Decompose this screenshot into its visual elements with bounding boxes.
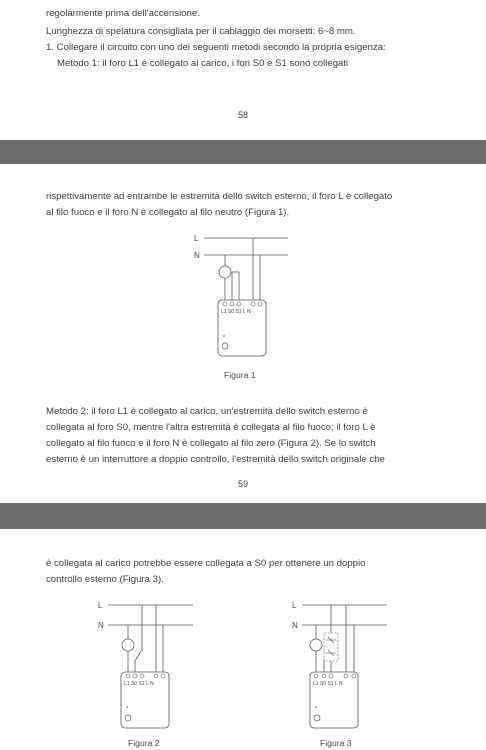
body-line: Metodo 1: il foro L1 è collegato al carico, i fori S0 e S1 sono collegati xyxy=(57,58,349,69)
body-line: collegata al foro S0, mentre l'altra estremità è collegata al filo fuoco; il foro L è xyxy=(46,422,376,433)
body-line: esterno è un interruttore a doppio controllo, l'estremità dello switch originale che xyxy=(46,454,385,465)
body-line: è collegata al carico potrebbe essere collegata a S0 per ottenere un doppio xyxy=(46,558,366,569)
page-58 xyxy=(0,0,486,140)
wire-n-label: N xyxy=(194,251,200,260)
wire-l-label: L xyxy=(98,601,103,610)
page-separator xyxy=(0,503,486,529)
page-60 xyxy=(0,529,486,750)
wire-n-label: N xyxy=(292,621,298,630)
body-line: 1. Collegare il circuito con uno dei seguenti metodi secondo la propria esigenza: xyxy=(46,42,386,53)
page-59 xyxy=(0,164,486,503)
page-number: 58 xyxy=(237,110,248,120)
wire-n-label: N xyxy=(98,621,104,630)
wiring-diagram-figure-2 xyxy=(88,595,208,750)
body-line: collegato al filo fuoco e il foro N è collegato al filo zero (Figura 2). Se lo switch xyxy=(46,438,376,449)
body-line: Lunghezza di spelatura consigliata per il cablaggio dei morsetti: 6~8 mm. xyxy=(46,26,356,37)
page-separator xyxy=(0,140,486,164)
figure-caption: Figura 1 xyxy=(224,370,256,380)
body-line: Metodo 2: il foro L1 è collegato al carico, un'estremità dello switch esterno è xyxy=(46,406,368,417)
terminal-labels: L1 S0 S1 L N xyxy=(124,681,154,687)
body-line: rispettivamente ad entrambe le estremità dello switch esterno, il foro L è collegato xyxy=(46,191,393,202)
terminal-labels: L1 S0 S1 L N xyxy=(313,681,343,687)
terminal-labels: L1 S0 S1 L N xyxy=(221,309,251,315)
wiring-diagram-figure-1 xyxy=(180,228,300,388)
body-line: controllo esterno (Figura 3). xyxy=(46,574,164,585)
figure-caption: Figura 2 xyxy=(128,738,160,748)
body-line: regolarmente prima dell'accensione. xyxy=(46,8,200,19)
body-line: al filo fuoco e il foro N è collegato al filo neutro (Figura 1). xyxy=(46,207,290,218)
wire-l-label: L xyxy=(292,601,297,610)
wire-l-label: L xyxy=(194,234,199,243)
figure-caption: Figura 3 xyxy=(320,738,352,748)
wiring-diagram-figure-3 xyxy=(282,595,402,750)
page-number: 59 xyxy=(237,479,248,489)
